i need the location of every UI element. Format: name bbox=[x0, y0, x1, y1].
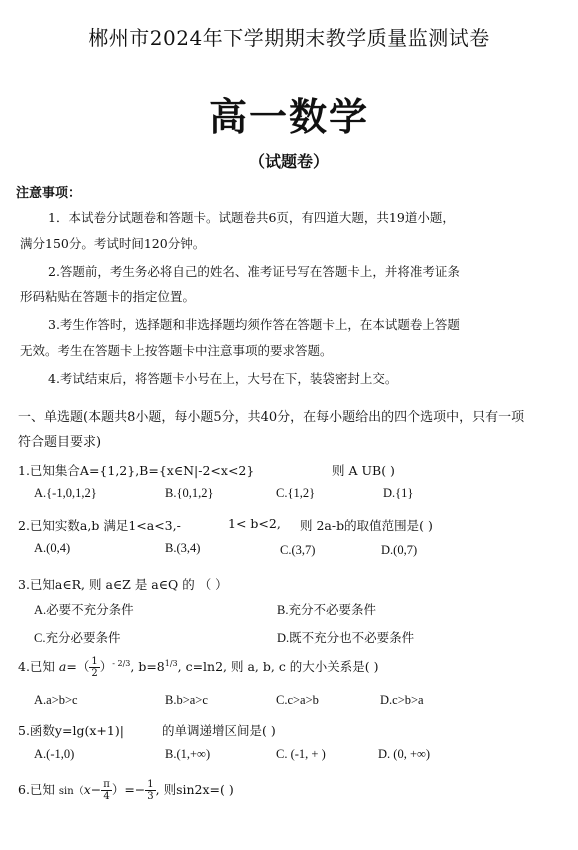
question-4-eq: =（ bbox=[66, 659, 90, 674]
exponent: 1/3 bbox=[164, 658, 178, 668]
option-b: B.(3,4) bbox=[165, 541, 201, 555]
question-6-prefix: 6.已知 bbox=[18, 782, 55, 797]
question-5-stem: 5.函数y=lg(x+1)| bbox=[18, 723, 124, 738]
option-c: C.充分必要条件 bbox=[34, 631, 121, 645]
question-4-prefix: 4.已知 bbox=[18, 659, 55, 674]
exponent: - 2/3 bbox=[112, 658, 131, 668]
question-2-stem: 则 2a-b的取值范围是( ) bbox=[300, 518, 433, 533]
option-a: A.(0,4) bbox=[34, 541, 71, 555]
sin-function: sin（ bbox=[58, 786, 84, 797]
fraction-denominator: 3 bbox=[147, 791, 154, 802]
option-c: C.c>a>b bbox=[276, 693, 319, 707]
question-5-stem: 的单调递增区间是( ) bbox=[162, 723, 276, 738]
option-a: A.(-1,0) bbox=[34, 747, 75, 761]
option-b: B.b>a>c bbox=[165, 693, 208, 707]
notice-line: 4.考试结束后，将答题卡小号在上，大号在下，装袋密封上交。 bbox=[48, 371, 398, 386]
variable-a: a bbox=[58, 659, 67, 674]
question-4-mid: , b=8 bbox=[130, 659, 165, 674]
question-3-stem: 3.已知a∈R, 则 a∈Z 是 a∈Q 的 （ ） bbox=[18, 577, 228, 592]
notice-line: 无效。考生在答题卡上按答题卡中注意事项的要求答题。 bbox=[20, 343, 333, 358]
question-4-stem bbox=[18, 656, 379, 679]
question-6-close: ）=− bbox=[111, 782, 146, 797]
question-1-stem: 则 A UB( ) bbox=[332, 463, 395, 478]
exam-title: 郴州市2024年下学期期末教学质量监测试卷 bbox=[88, 26, 490, 50]
question-6-tail: , 则sin2x=( ) bbox=[155, 782, 234, 797]
option-c: C. (-1, + ) bbox=[276, 747, 326, 761]
option-d: D.{1} bbox=[383, 486, 414, 500]
question-2-stem: 1< b<2, bbox=[228, 516, 281, 531]
option-a: A.{-1,0,1,2} bbox=[34, 486, 97, 500]
fraction-denominator: 4 bbox=[103, 791, 110, 802]
fraction-numerator: π bbox=[103, 779, 110, 790]
option-d: D.既不充分也不必要条件 bbox=[277, 631, 415, 645]
subject-title: 高一数学 bbox=[208, 95, 369, 139]
question-4-close: ） bbox=[99, 659, 113, 674]
option-a: A.必要不充分条件 bbox=[34, 603, 134, 617]
notice-line: 3.考生作答时，选择题和非选择题均须作答在答题卡上，在本试题卷上答题 bbox=[48, 317, 460, 332]
option-c: C.{1,2} bbox=[276, 486, 316, 500]
fraction bbox=[89, 656, 99, 679]
option-a: A.a>b>c bbox=[34, 693, 78, 707]
option-d: D. (0, +∞) bbox=[378, 747, 431, 761]
fraction bbox=[101, 779, 112, 802]
fraction-numerator: 1 bbox=[91, 656, 98, 667]
fraction-denominator: 2 bbox=[91, 668, 98, 679]
option-b: B.{0,1,2} bbox=[165, 486, 214, 500]
variable-x: x− bbox=[83, 782, 102, 797]
question-2-stem: 2.已知实数a,b 满足1<a<3,- bbox=[18, 518, 181, 533]
notice-line: 2.答题前，考生务必将自己的姓名、准考证号写在答题卡上，并将准考证条 bbox=[48, 264, 460, 279]
notice-line: 满分150分。考试时间120分钟。 bbox=[20, 236, 206, 251]
option-b: B.充分不必要条件 bbox=[277, 603, 376, 617]
notice-line: 形码粘贴在答题卡的指定位置。 bbox=[20, 289, 196, 304]
question-1-stem: 1.已知集合A={1,2},B={x∈N|-2<x<2} bbox=[18, 463, 255, 478]
option-c: C.(3,7) bbox=[280, 543, 316, 557]
notice-heading: 注意事项： bbox=[16, 186, 82, 201]
question-4-tail: , c=ln2, 则 a, b, c 的大小关系是( ) bbox=[177, 659, 379, 674]
section-heading: 一、单选题(本题共8小题，每小题5分，共40分，在每小题给出的四个选项中，只有一项 bbox=[18, 410, 525, 425]
notice-line: 1．本试卷分试题卷和答题卡。试题卷共6页，有四道大题，共19道小题， bbox=[48, 210, 455, 225]
fraction bbox=[145, 779, 155, 802]
section-heading: 符合题目要求) bbox=[18, 435, 102, 450]
option-b: B.(1,+∞) bbox=[165, 747, 211, 761]
option-d: D.c>b>a bbox=[380, 693, 424, 707]
question-6-stem bbox=[18, 779, 234, 802]
fraction-numerator: 1 bbox=[147, 779, 154, 790]
paper-type: （试题卷） bbox=[248, 152, 329, 171]
option-d: D.(0,7) bbox=[381, 543, 418, 557]
